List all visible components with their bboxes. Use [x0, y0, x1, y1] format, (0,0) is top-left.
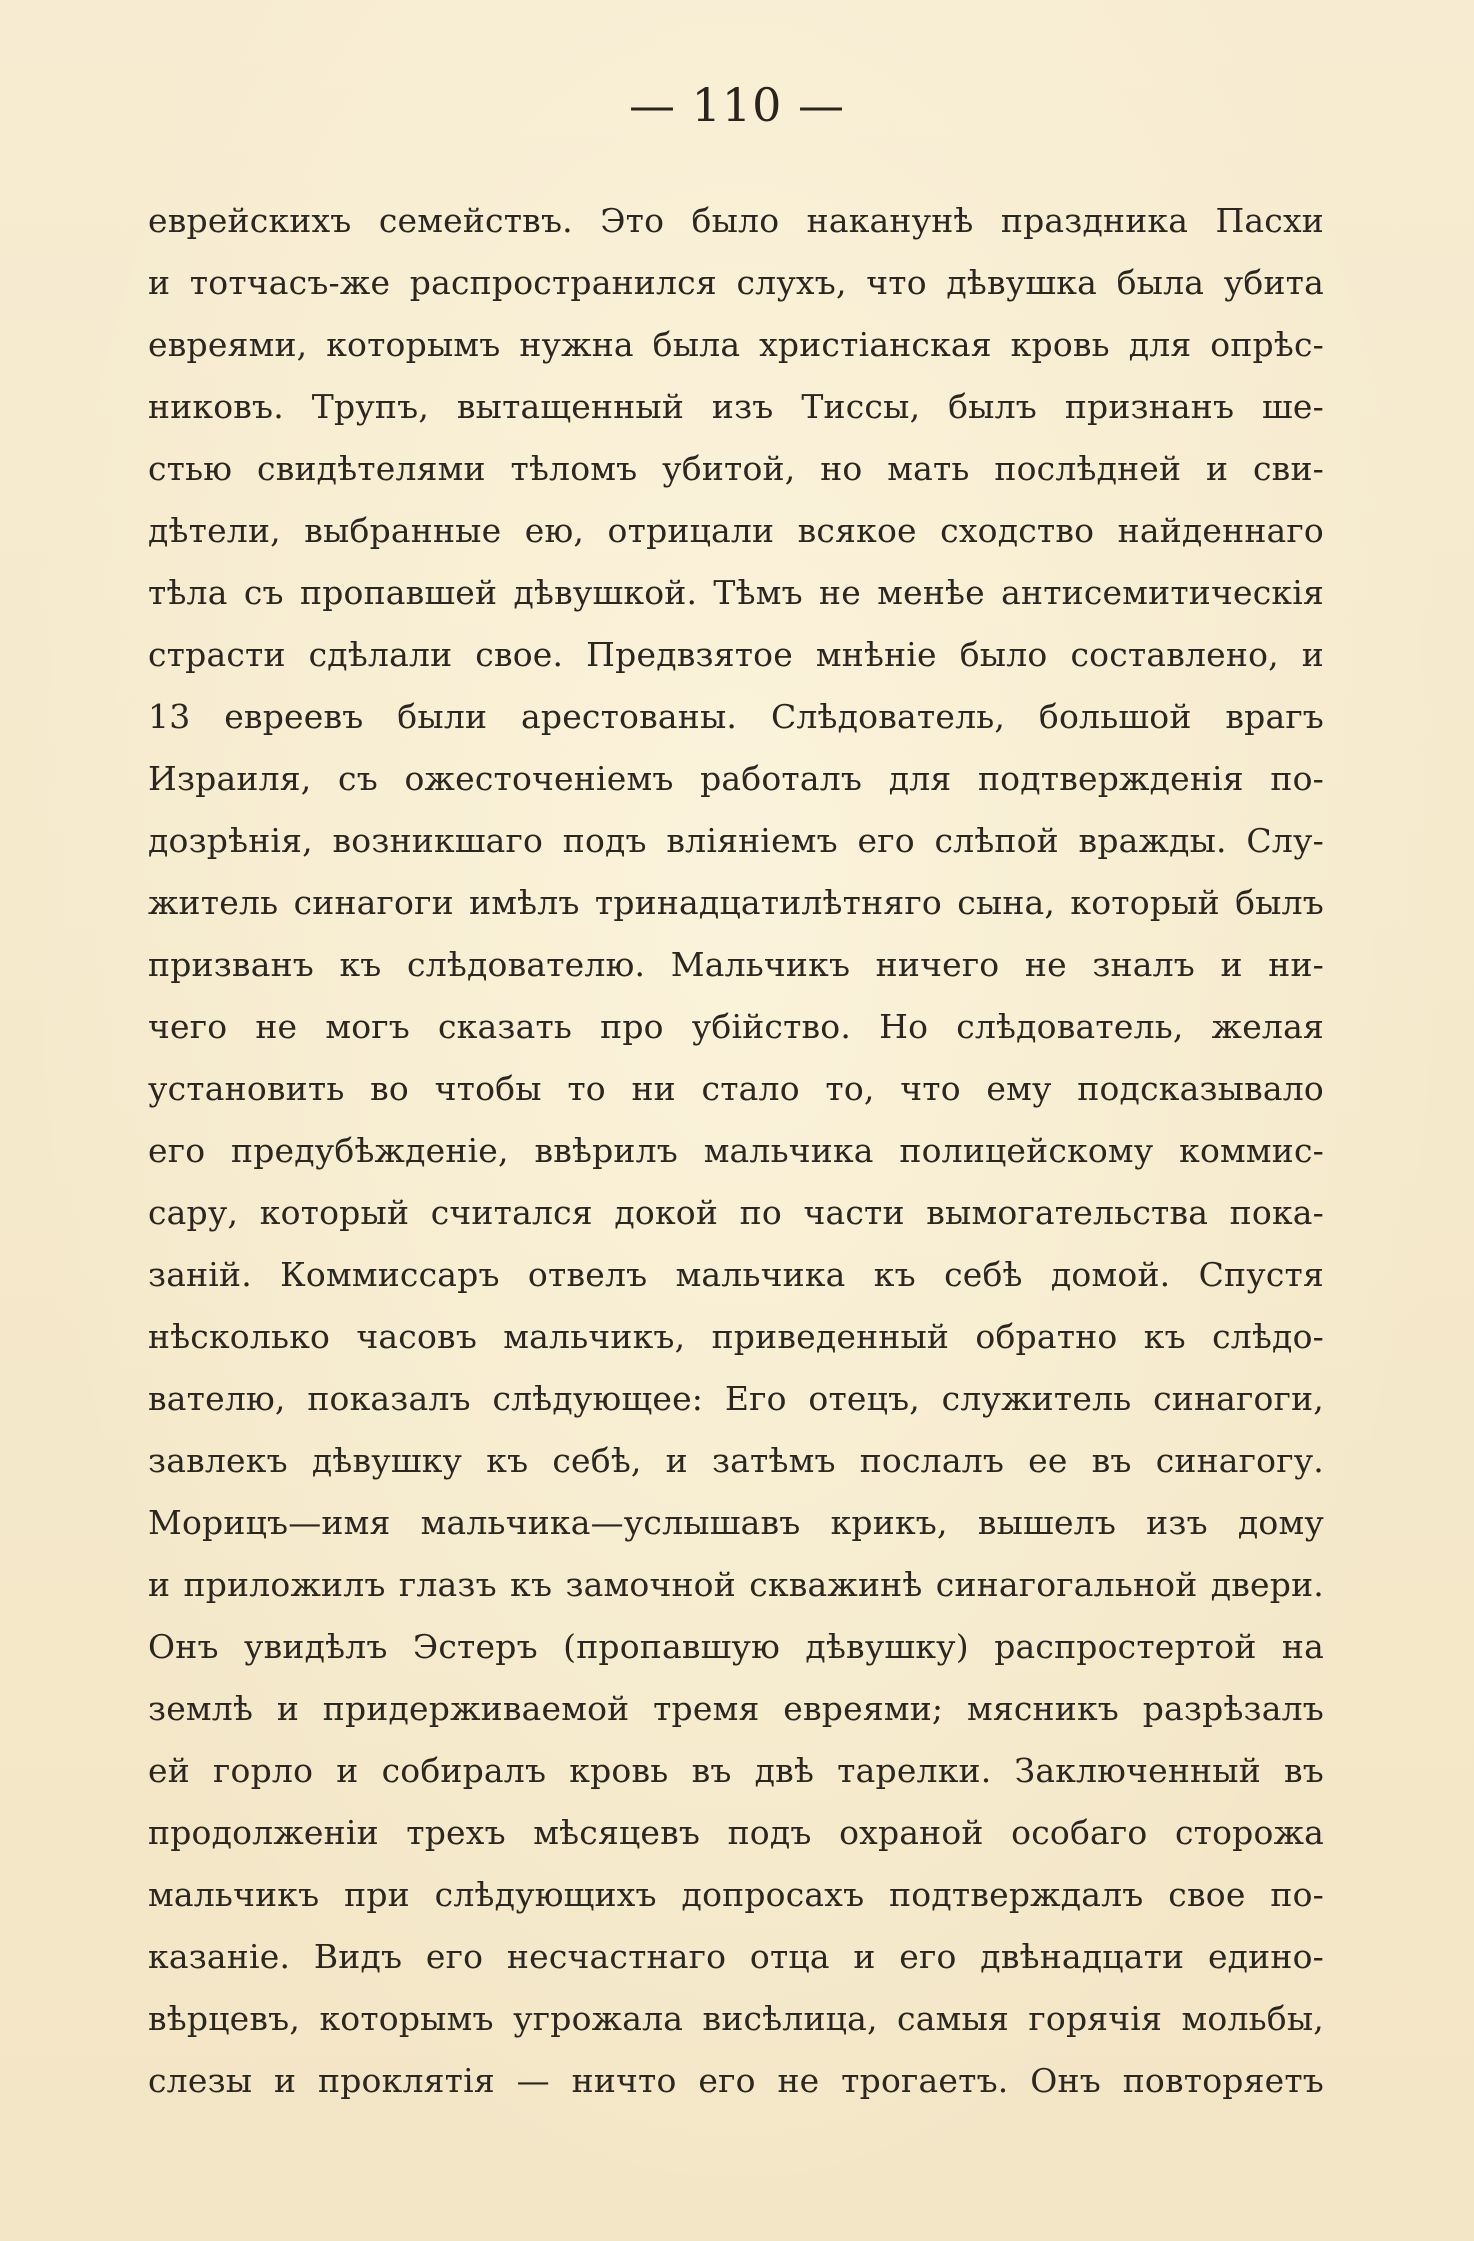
text-line: еврейскихъ семействъ. Это было наканунѣ праздника Пасхи — [148, 201, 1324, 240]
text-line: заній. Коммиссаръ отвелъ мальчика къ себѣ домой. Спустя — [148, 1255, 1324, 1294]
text-line: чего не могъ сказать про убійство. Но слѣдователь, желая — [148, 1007, 1324, 1046]
text-line: дѣтели, выбранные ею, отрицали всякое сходство найденнаго — [148, 511, 1324, 550]
text-line: его предубѣжденіе, ввѣрилъ мальчика полицейскому коммис- — [148, 1131, 1324, 1170]
text-line: ей горло и собиралъ кровь въ двѣ тарелки. Заключенный въ — [148, 1751, 1324, 1790]
text-line: евреями, которымъ нужна была христіанская кровь для опрѣс- — [148, 325, 1324, 364]
text-line: Морицъ—имя мальчика—услышавъ крикъ, вышелъ изъ дому — [148, 1503, 1324, 1542]
text-line: дозрѣнія, возникшаго подъ вліяніемъ его слѣпой вражды. Слу- — [148, 821, 1324, 860]
text-line: установить во чтобы то ни стало то, что ему подсказывало — [148, 1069, 1324, 1108]
text-line: Онъ увидѣлъ Эстеръ (пропавшую дѣвушку) распростертой на — [148, 1627, 1324, 1666]
text-line: нѣсколько часовъ мальчикъ, приведенный обратно къ слѣдо- — [148, 1317, 1324, 1356]
text-line: житель синагоги имѣлъ тринадцатилѣтняго сына, который былъ — [148, 883, 1324, 922]
text-line: продолженіи трехъ мѣсяцевъ подъ охраной особаго сторожа — [148, 1813, 1324, 1852]
text-line: никовъ. Трупъ, вытащенный изъ Тиссы, былъ признанъ ше- — [148, 387, 1324, 426]
text-line: сару, который считался докой по части вымогательства пока- — [148, 1193, 1324, 1232]
text-line: слезы и проклятія — ничто его не трогаетъ. Онъ повторяетъ — [148, 2061, 1324, 2100]
text-line: тѣла съ пропавшей дѣвушкой. Тѣмъ не менѣе антисемитическія — [148, 573, 1324, 612]
text-line: завлекъ дѣвушку къ себѣ, и затѣмъ послалъ ее въ синагогу. — [148, 1441, 1324, 1480]
text-line: землѣ и придерживаемой тремя евреями; мясникъ разрѣзалъ — [148, 1689, 1324, 1728]
text-line: мальчикъ при слѣдующихъ допросахъ подтверждалъ свое по- — [148, 1875, 1324, 1914]
text-line: призванъ къ слѣдователю. Мальчикъ ничего не зналъ и ни- — [148, 945, 1324, 984]
text-line: Израиля, съ ожесточеніемъ работалъ для подтвержденія по- — [148, 759, 1324, 798]
text-line: казаніе. Видъ его несчастнаго отца и его двѣнадцати едино- — [148, 1937, 1324, 1976]
text-line: и тотчасъ-же распространился слухъ, что дѣвушка была убита — [148, 263, 1324, 302]
text-line: вѣрцевъ, которымъ угрожала висѣлица, самыя горячія мольбы, — [148, 1999, 1324, 2038]
text-line: 13 евреевъ были арестованы. Слѣдователь, большой врагъ — [148, 697, 1324, 736]
body-text — [148, 190, 1324, 2112]
text-line: стью свидѣтелями тѣломъ убитой, но мать послѣдней и сви- — [148, 449, 1324, 488]
text-line: и приложилъ глазъ къ замочной скважинѣ синагогальной двери. — [148, 1565, 1324, 1604]
text-line: страсти сдѣлали свое. Предвзятое мнѣніе было составлено, и — [148, 635, 1324, 674]
text-line: вателю, показалъ слѣдующее: Его отецъ, служитель синагоги, — [148, 1379, 1324, 1418]
page-number: — 110 — — [628, 78, 846, 132]
